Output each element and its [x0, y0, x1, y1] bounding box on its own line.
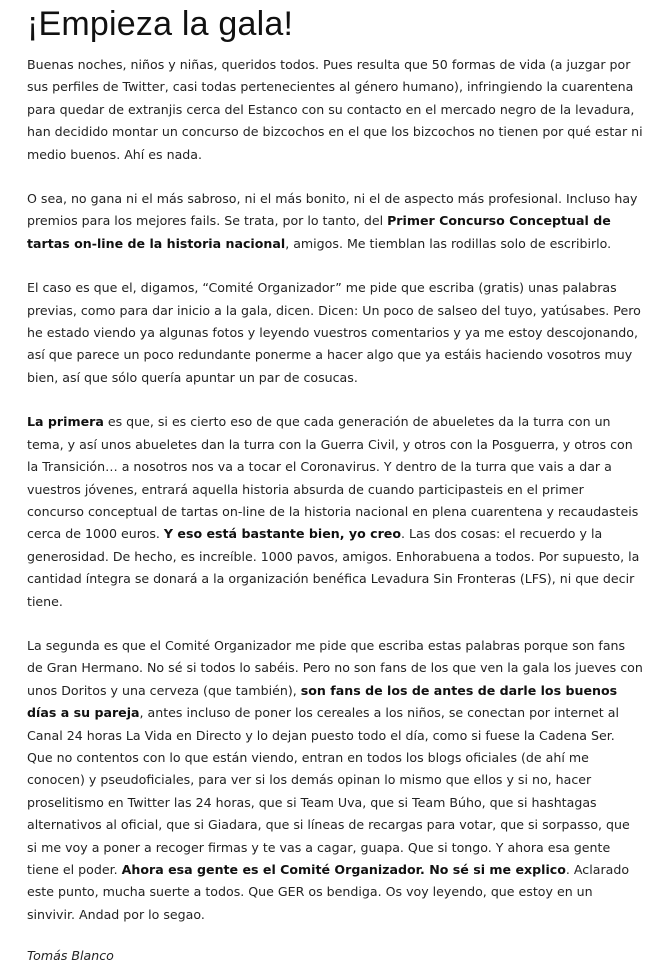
text-run: es que, si es cierto eso de que cada generación de abueletes da la turra con un tema, y así unos abueletes dan la turra con la Guerra Civil, y otros con la Posguerra, y otros con la Transición… a nosotros nos va a tocar el Coronavirus. Y dentro de la turra que vais a dar a vuestros jóvenes, entrará aquella historia absurda de cuando participasteis en el primer concurso conceptual de tartas on-line de la historia nacional en plena cuarentena y recaudasteis cerca de 1000 euros. [27, 414, 639, 542]
text-run: , antes incluso de poner los cereales a los niños, se conectan por internet al Canal 24 horas La Vida en Directo y lo dejan puesto todo el día, como si fuese la Cadena Ser. Que no contentos con lo que están viendo, entran en todos los blogs oficiales (de ahí me conocen) y pseudoficiales, para ver si los demás opinan lo mismo que ellos y si no, hacer proselitismo en Twitter las 24 horas, que si Team Uva, que si Team Búho, que si hashtagas alternativos al oficial, que si Giadara, que si líneas de recargas para votar, que si sorpasso, que si me voy a poner a recoger firmas y te vas a cagar, guapa. Que si tongo. Y ahora esa gente tiene el poder. [27, 705, 630, 877]
article-paragraph [27, 277, 643, 389]
article-paragraph [27, 411, 643, 613]
article-title: ¡Empieza la gala! [27, 5, 294, 43]
text-run: Buenas noches, niños y niñas, queridos todos. Pues resulta que 50 formas de vida (a juzgar por sus perfiles de Twitter, casi todas pertenecientes al género humano), infringiendo la cuarentena para quedar de extranjis cerca del Estanco con su contacto en el mercado negro de la levadura, han decidido montar un concurso de bizcochos en el que los bizcochos no tienen por qué estar ni medio buenos. Ahí es nada. [27, 57, 643, 162]
article-paragraph [27, 54, 643, 166]
text-run: , amigos. Me tiemblan las rodillas solo de escribirlo. [285, 235, 612, 251]
bold-text: son fans de los de antes de darle los buenos días a su pareja [27, 682, 618, 721]
bold-text: Primer Concurso Conceptual de tartas on-line de la historia nacional [27, 213, 611, 251]
bold-text: Ahora esa gente es el Comité Organizador. No sé si me explico [121, 862, 566, 877]
article [27, 0, 643, 967]
bold-text: Y eso está bastante bien, yo creo [163, 526, 402, 542]
text-run: La segunda es que el Comité Organizador me pide que escriba estas palabras porque son fans de Gran Hermano. No sé si todos lo sabéis. Pero no son fans de los que ven la gala los jueves con unos Doritos y una cerveza (que también), [27, 637, 643, 698]
text-run: . Las dos cosas: el recuerdo y la generosidad. De hecho, es increíble. 1000 pavos, amigos. Enhorabuena a todos. Por supuesto, la cantidad íntegra se donará a la organización benéfica Levadura Sin Fronteras (LFS), ni que decir tiene. [27, 526, 640, 609]
text-run: . Aclarado este punto, mucha suerte a todos. Que GER os bendiga. Os voy leyendo, que estoy en un sinvivir. Andad por lo segao. [27, 862, 630, 922]
text-run: El caso es que el, digamos, “Comité Organizador” me pide que escriba (gratis) unas palabras previas, como para dar inicio a la gala, dicen. Dicen: Un poco de salseo del tuyo, yatúsabes. Pero he estado viendo ya algunas fotos y leyendo vuestros comentarios y ya me estoy descojonando, así que parece un poco redundante ponerme a hacer algo que ya estáis haciendo vosotros muy bien, así que sólo quería apuntar un par de cosucas. [27, 280, 641, 385]
article-paragraph [27, 635, 643, 926]
article-paragraph [27, 188, 643, 255]
author-signature: Tomás Blanco [27, 948, 114, 964]
text-run: O sea, no gana ni el más sabroso, ni el más bonito, ni el de aspecto más profesional. Incluso hay premios para los mejores fails. Se trata, por lo tanto, del [27, 191, 638, 229]
article-body [27, 54, 643, 926]
bold-text: La primera [27, 414, 104, 430]
